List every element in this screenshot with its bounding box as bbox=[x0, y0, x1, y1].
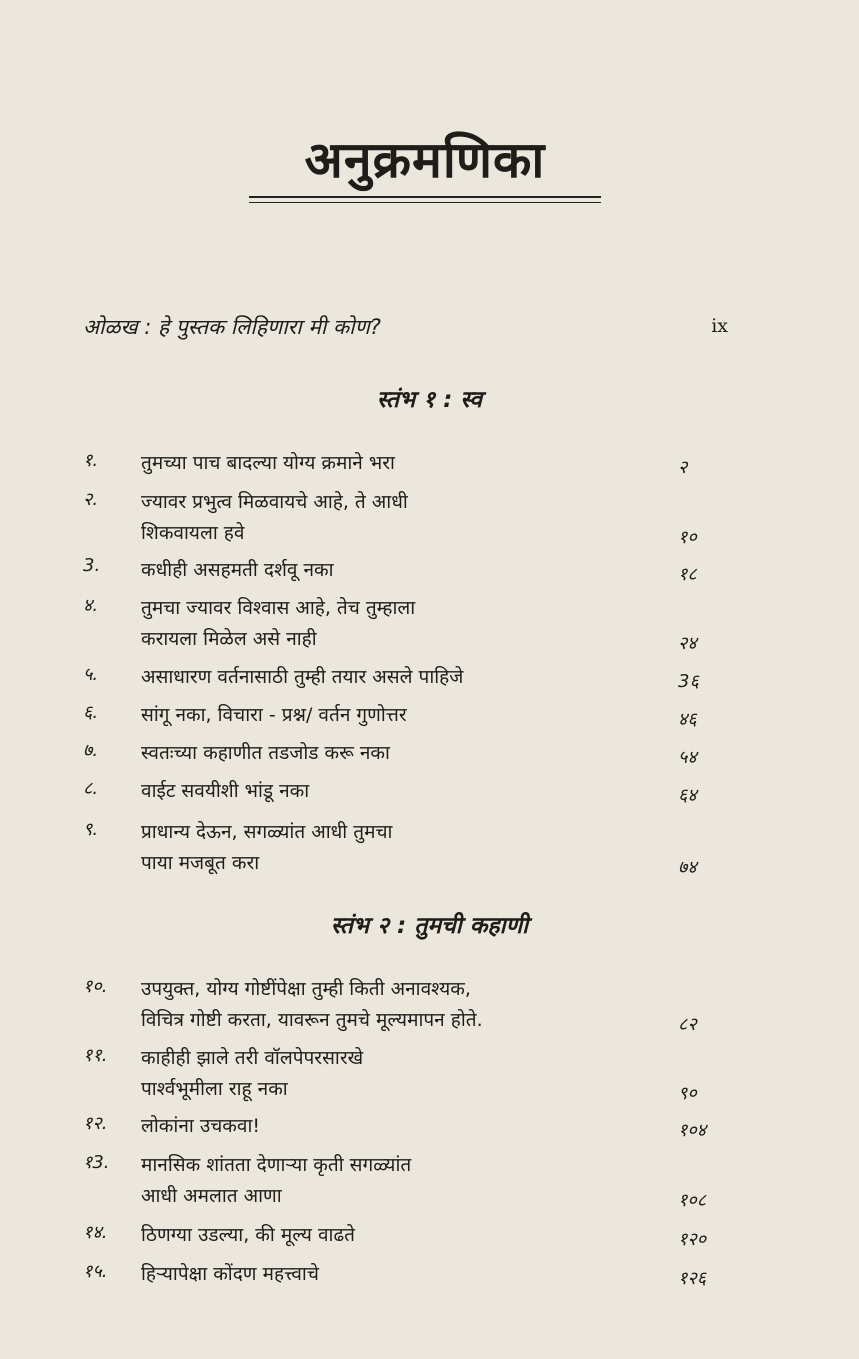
toc-entry bbox=[83, 1043, 738, 1105]
entry-title-line: आधी अमलात आणा bbox=[141, 1185, 282, 1207]
entry-title bbox=[141, 1150, 738, 1212]
entry-page-number: ८२ bbox=[678, 1014, 697, 1035]
entry-page-number: २ bbox=[678, 457, 688, 478]
entry-title bbox=[141, 448, 738, 479]
section-heading-2: स्तंभ २ : तुमची कहाणी bbox=[330, 913, 529, 939]
toc-entry bbox=[83, 487, 738, 549]
entry-page-number: ९० bbox=[678, 1083, 697, 1104]
entry-number: ८. bbox=[83, 778, 99, 799]
entry-title bbox=[141, 662, 738, 693]
title-block bbox=[245, 128, 605, 203]
entry-page-number: १८ bbox=[678, 564, 697, 585]
intro-entry bbox=[83, 313, 728, 345]
toc-entry bbox=[83, 817, 738, 879]
entry-title-line: ठिणग्या उडल्या, की मूल्य वाढते bbox=[141, 1224, 355, 1246]
page-title: अनुक्रमणिका bbox=[304, 131, 546, 189]
entry-title bbox=[141, 817, 738, 879]
entry-number: ७. bbox=[83, 740, 99, 761]
entry-title-line: उपयुक्त, योग्य गोष्टींपेक्षा तुम्ही किती अनावश्यक, bbox=[141, 978, 471, 1000]
entry-number: २. bbox=[83, 489, 99, 510]
entry-title-line: हिऱ्यापेक्षा कोंदण महत्त्वाचे bbox=[141, 1263, 319, 1285]
entry-title-line: कधीही असहमती दर्शवू नका bbox=[141, 559, 334, 581]
entry-title bbox=[141, 487, 738, 549]
toc-entry bbox=[83, 662, 738, 693]
entry-title-line: प्राधान्य देऊन, सगळ्यांत आधी तुमचा bbox=[141, 821, 393, 843]
entry-number: ६. bbox=[83, 702, 99, 723]
entry-page-number: ६४ bbox=[678, 785, 697, 806]
entry-title-line: काहीही झाले तरी वॉलपेपरसारखे bbox=[141, 1047, 364, 1069]
entry-title-line: पाया मजबूत करा bbox=[141, 852, 260, 874]
entry-title-line: ज्यावर प्रभुत्व मिळवायचे आहे, ते आधी bbox=[141, 491, 408, 513]
entry-page-number: 3६ bbox=[678, 671, 699, 692]
entry-page-number: १०८ bbox=[678, 1190, 707, 1211]
entry-number: १. bbox=[83, 450, 99, 471]
intro-page: ix bbox=[711, 315, 728, 337]
entry-number: ११. bbox=[83, 1045, 108, 1066]
toc-entry bbox=[83, 738, 738, 769]
entry-title bbox=[141, 776, 738, 807]
toc-entry bbox=[83, 1150, 738, 1212]
entry-number: ४. bbox=[83, 595, 99, 616]
section-1-entries bbox=[83, 448, 738, 879]
intro-label: ओळख : हे पुस्तक लिहिणारा मी कोण? bbox=[83, 315, 381, 339]
entry-number: ९. bbox=[83, 819, 99, 840]
entry-page-number: ५४ bbox=[678, 747, 697, 768]
entry-title-line: सांगू नका, विचारा - प्रश्न/ वर्तन गुणोत्तर bbox=[141, 704, 407, 726]
toc-entry bbox=[83, 555, 738, 586]
entry-title bbox=[141, 700, 738, 731]
entry-number: ५. bbox=[83, 664, 99, 685]
toc-entry bbox=[83, 776, 738, 807]
entry-page-number: १२० bbox=[678, 1229, 707, 1250]
entry-number: १४. bbox=[83, 1222, 108, 1243]
entry-title-line: करायला मिळेल असे नाही bbox=[141, 628, 317, 650]
toc-entry bbox=[83, 593, 738, 655]
entry-title-line: पार्श्वभूमीला राहू नका bbox=[141, 1078, 288, 1100]
entry-title-line: स्वतःच्या कहाणीत तडजोड करू नका bbox=[141, 742, 390, 764]
toc-entry bbox=[83, 1111, 738, 1142]
entry-number: १०. bbox=[83, 976, 108, 997]
entry-page-number: ४६ bbox=[678, 709, 697, 730]
title-underline-second bbox=[249, 202, 601, 203]
entry-page-number: ७४ bbox=[678, 857, 697, 878]
entry-title bbox=[141, 555, 738, 586]
entry-page-number: १०४ bbox=[678, 1120, 707, 1141]
entry-number: 3. bbox=[83, 555, 101, 576]
entry-title-line: मानसिक शांतता देणाऱ्या कृती सगळ्यांत bbox=[141, 1154, 412, 1176]
section-2-entries bbox=[83, 974, 738, 1290]
entry-page-number: १० bbox=[678, 527, 697, 548]
entry-title bbox=[141, 738, 738, 769]
entry-number: १२. bbox=[83, 1113, 108, 1134]
entry-title-line: लोकांना उचकवा! bbox=[141, 1115, 260, 1137]
title-underline bbox=[249, 196, 601, 198]
entry-page-number: २४ bbox=[678, 633, 697, 654]
entry-title-line: असाधारण वर्तनासाठी तुम्ही तयार असले पाहिजे bbox=[141, 666, 464, 688]
toc-entry bbox=[83, 700, 738, 731]
entry-title bbox=[141, 974, 738, 1036]
toc-entry bbox=[83, 974, 738, 1036]
entry-page-number: १२६ bbox=[678, 1268, 707, 1289]
entry-title bbox=[141, 593, 738, 655]
entry-number: १५. bbox=[83, 1261, 108, 1282]
section-heading-1: स्तंभ १ : स्व bbox=[376, 387, 483, 413]
entry-title bbox=[141, 1220, 738, 1251]
toc-entry bbox=[83, 1220, 738, 1251]
entry-title bbox=[141, 1259, 738, 1290]
entry-title-line: शिकवायला हवे bbox=[141, 522, 245, 544]
entry-number: १3. bbox=[83, 1152, 110, 1173]
entry-title-line: तुमचा ज्यावर विश्वास आहे, तेच तुम्हाला bbox=[141, 597, 416, 619]
entry-title-line: वाईट सवयीशी भांडू नका bbox=[141, 780, 310, 802]
toc-entry bbox=[83, 448, 738, 479]
entry-title-line: तुमच्या पाच बादल्या योग्य क्रमाने भरा bbox=[141, 452, 395, 474]
entry-title-line: विचित्र गोष्टी करता, यावरून तुमचे मूल्यमापन होते. bbox=[141, 1009, 483, 1031]
entry-title bbox=[141, 1111, 738, 1142]
entry-title bbox=[141, 1043, 738, 1105]
toc-entry bbox=[83, 1259, 738, 1290]
